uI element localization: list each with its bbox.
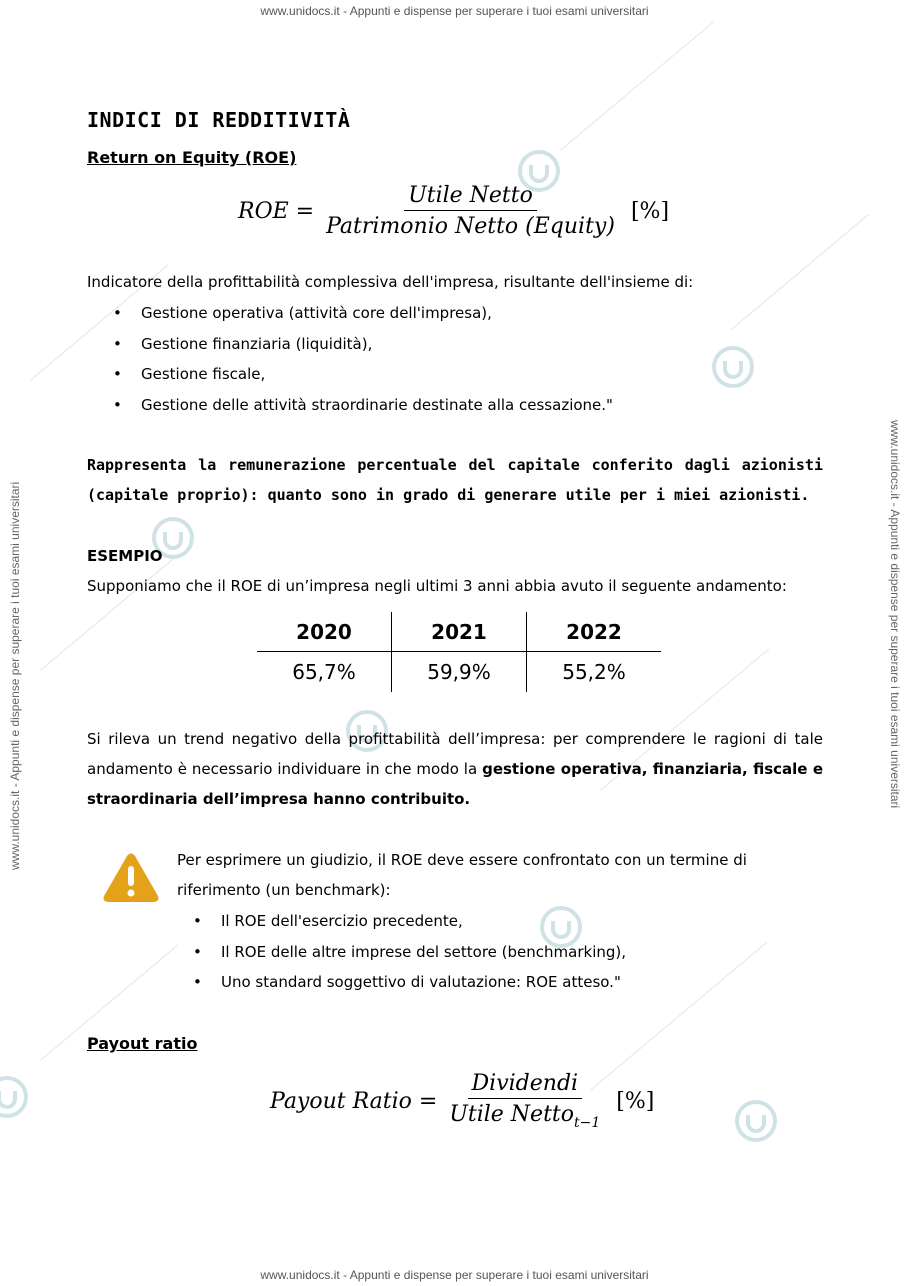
roe-table: [257, 612, 661, 692]
payout-section-title: Payout ratio: [87, 1034, 198, 1053]
table-header-cell: 2021: [392, 612, 527, 652]
roe-denominator: Patrimonio Netto (Equity): [326, 214, 615, 239]
watermark-top: www.unidocs.it - Appunti e dispense per superare i tuoi esami universitari: [260, 4, 649, 18]
roe-unit: [%]: [630, 198, 670, 224]
roe-numerator: Utile Netto: [404, 183, 537, 211]
watermark-logo-icon: [733, 1098, 779, 1144]
payout-denominator: [445, 1099, 604, 1131]
warning-intro: Per esprimere un giudizio, il ROE deve essere confrontato con un termine di riferimento (un benchmark):: [177, 851, 747, 899]
watermark-bottom: www.unidocs.it - Appunti e dispense per superare i tuoi esami universitari: [260, 1268, 649, 1282]
table-cell: 55,2%: [527, 652, 662, 693]
roe-section-title: Return on Equity (ROE): [87, 148, 297, 167]
table-header-cell: 2020: [257, 612, 392, 652]
payout-numerator: Dividendi: [468, 1071, 583, 1099]
payout-unit: [%]: [616, 1088, 655, 1114]
roe-formula-lhs: ROE =: [238, 198, 315, 224]
list-item: • Il ROE delle altre imprese del settore (benchmarking),: [193, 937, 626, 968]
table-row: [257, 652, 661, 693]
trend-paragraph: [87, 724, 823, 814]
table-header-row: [257, 612, 661, 652]
list-item: • Gestione delle attività straordinarie destinate alla cessazione.": [113, 390, 613, 421]
payout-fraction: [445, 1071, 604, 1131]
page-title: INDICI DI REDDITIVITÀ: [87, 108, 351, 132]
roe-components-list: [113, 298, 613, 420]
trend-text-bold: gestione operativa, finanziaria, fiscale e straordinaria dell’impresa hanno contribuito.: [87, 760, 824, 808]
list-item: • Il ROE dell'esercizio precedente,: [193, 906, 626, 937]
payout-formula-lhs: Payout Ratio =: [270, 1088, 438, 1114]
benchmark-list: [193, 906, 626, 998]
roe-intro: Indicatore della profittabilità complessiva dell'impresa, risultante dell'insieme di:: [87, 273, 694, 291]
list-item: • Gestione finanziaria (liquidità),: [113, 329, 613, 360]
list-item: • Gestione fiscale,: [113, 359, 613, 390]
roe-fraction: [322, 183, 619, 239]
roe-formula: [238, 183, 669, 239]
watermark-right: www.unidocs.it - Appunti e dispense per superare i tuoi esami universitari: [888, 420, 902, 809]
table-header-cell: 2022: [527, 612, 662, 652]
watermark-logo-icon: [710, 344, 756, 390]
list-item: • Uno standard soggettivo di valutazione: ROE atteso.": [193, 967, 626, 998]
table-cell: 65,7%: [292, 660, 356, 684]
payout-denominator-text: Utile Netto: [449, 1102, 575, 1127]
roe-bold-statement: Rappresenta la remunerazione percentuale del capitale conferito dagli azionisti (capitale proprio): quanto sono in grado di generare utile per i miei azionisti.: [87, 456, 823, 504]
watermark-left: www.unidocs.it - Appunti e dispense per superare i tuoi esami universitari: [8, 481, 22, 870]
payout-denominator-subscript: t−1: [574, 1115, 601, 1131]
watermark-logo-icon: [0, 1074, 30, 1120]
table-cell: 59,9%: [392, 652, 527, 693]
example-intro: Supponiamo che il ROE di un’impresa negli ultimi 3 anni abbia avuto il seguente andamento:: [87, 577, 787, 595]
watermark-line: [560, 21, 714, 150]
trend-text: Si rileva un trend negativo della profittabilità dell’impresa: per comprendere le ragioni di tale andamento è necessario individuare in che modo la: [87, 730, 823, 778]
list-item: • Gestione operativa (attività core dell'impresa),: [113, 298, 613, 329]
warning-icon: [102, 852, 160, 904]
example-label: ESEMPIO: [87, 547, 163, 565]
payout-formula: [270, 1071, 654, 1131]
